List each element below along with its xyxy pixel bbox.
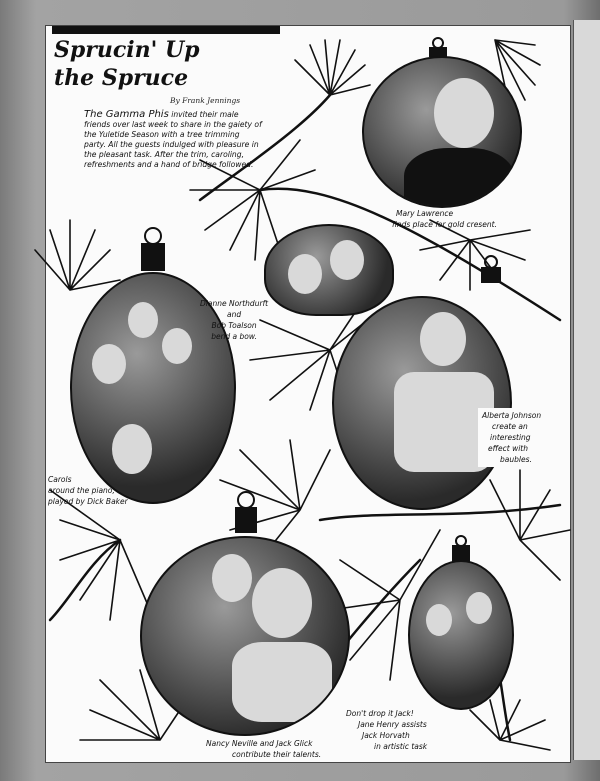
byline: By Frank Jennings: [170, 96, 241, 105]
photo-alberta-johnson: [332, 296, 512, 510]
article-title: [54, 36, 200, 92]
caption-alberta-text-3: effect with: [488, 444, 529, 453]
caption-dianne-and: and: [227, 310, 242, 319]
caption-alberta-text-4: baubles.: [500, 455, 532, 464]
caption-dianne-bob: [200, 298, 268, 342]
caption-nancy-2: contribute their talents.: [232, 750, 322, 759]
caption-nancy-1: Nancy Neville and Jack Glick: [206, 739, 313, 748]
intro-body: invited their male friends over last week to share in the gaiety of the Yuletide Season with a tree trimming party. All the guests indulged with pleasure in the pleasant task. After the trim, caroling, refreshments and a hand of bridge followed.: [84, 110, 262, 169]
caption-jane-1: Don't drop it Jack!: [346, 709, 414, 718]
caption-mary-name: Mary Lawrence: [396, 209, 454, 218]
photo-jane-jack: [408, 560, 514, 710]
caption-carols-1: Carols: [48, 475, 72, 484]
intro-lead: The Gamma Phis: [84, 109, 169, 120]
caption-alberta-name: Alberta Johnson: [482, 411, 542, 420]
caption-bob-name: Bob Toalson: [211, 321, 257, 330]
caption-carols: [48, 474, 128, 507]
photo-mary-lawrence: [362, 56, 522, 208]
caption-jane-jack: [346, 708, 427, 752]
caption-dianne-name: Dianne Northdurft: [200, 299, 269, 308]
title-line-2: the Spruce: [54, 65, 189, 91]
caption-carols-3: played by Dick Baker: [48, 497, 128, 506]
title-line-1: Sprucin' Up: [54, 37, 200, 63]
caption-jane-2: Jane Henry assists: [358, 720, 427, 729]
caption-alberta-text-1: create an: [492, 422, 528, 431]
photo-nancy-jack: [140, 536, 350, 736]
photo-dianne-bob: [264, 224, 394, 316]
caption-carols-2: around the piano,: [48, 486, 115, 495]
intro-paragraph: [84, 110, 262, 170]
caption-dianne-text: bend a bow.: [211, 332, 257, 341]
caption-jane-4: in artistic task: [374, 742, 428, 751]
caption-mary-lawrence: [392, 208, 497, 230]
caption-alberta-johnson: [478, 408, 545, 467]
caption-mary-text: finds place for gold cresent.: [392, 220, 497, 229]
caption-nancy-jack: [206, 738, 321, 760]
caption-jane-3: Jack Horvath: [362, 731, 410, 740]
caption-alberta-text-2: interesting: [490, 433, 531, 442]
